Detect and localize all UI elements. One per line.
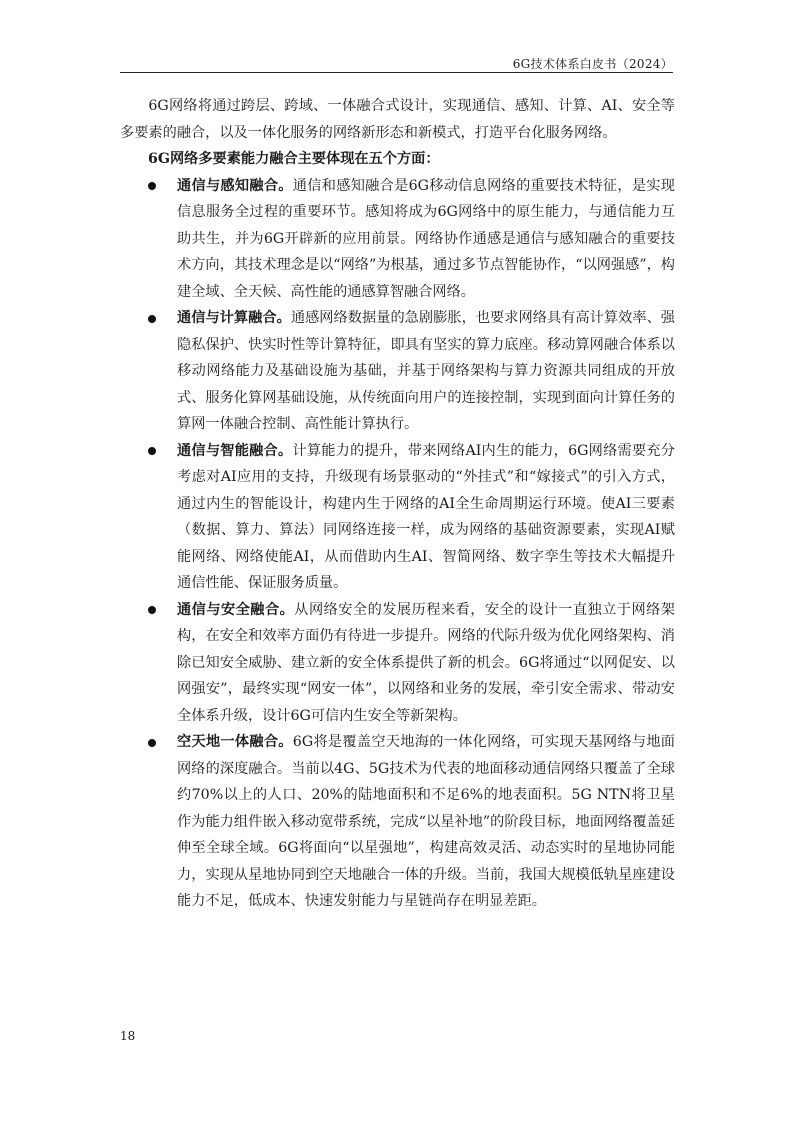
bullet-icon <box>148 447 156 455</box>
point-title: 通信与安全融合。 <box>177 601 295 618</box>
lead-heading: 6G网络多要素能力融合主要体现在五个方面： <box>148 151 440 167</box>
intro-paragraph: 6G网络将通过跨层、跨域、一体融合式设计，实现通信、感知、计算、AI、安全等多要素的融合，以及一体化服务的网络新形态和新模式，打造平台化服务网络。 <box>120 98 675 141</box>
page-header <box>120 52 673 73</box>
page-number: 18 <box>120 1029 136 1043</box>
point-text: 通感网络数据量的急剧膨胀，也要求网络具有高计算效率、强隐私保护、快实时性等计算特征，即具有坚实的算力底座。移动算网融合体系以移动网络能力及基础设施为基础，并基于网络架构与算力资源共同组成的开放式、服务化算网基础设施，从传统面向用户的连接控制，实现到面向计算任务的算网一体融合控制、高性能计算执行。 <box>177 310 675 432</box>
point-text: 通信和感知融合是6G移动信息网络的重要技术特征，是实现信息服务全过程的重要环节。感知将成为6G网络中的原生能力，与通信能力互助共生，并为6G开辟新的应用前景。网络协作通感是通信与感知融合的重要技术方向，其技术理念是以“网络”为根基，通过多节点智能协作，“以网强感”，构建全域、全天候、高性能的通感算智融合网络。 <box>177 177 675 300</box>
point-title: 通信与计算融合。 <box>177 310 291 326</box>
bullet-icon <box>148 606 156 614</box>
point-title: 通信与感知融合。 <box>177 177 293 194</box>
point-title: 通信与智能融合。 <box>177 442 293 459</box>
point-title: 空天地一体融合。 <box>177 734 293 750</box>
fusion-points-list <box>120 173 675 915</box>
point-text: 6G将是覆盖空天地海的一体化网络，可实现天基网络与地面网络的深度融合。当前以4G、5G技术为代表的地面移动通信网络只覆盖了全球约70%以上的人口、20%的陆地面积和不足6%的地表面积。5G NTN将卫星作为能力组件嵌入移动宽带系统，完成“以星补地”的阶段目标，地面网络覆盖延伸至全球全域。6G将面向“以星强地”，构建高效灵活、动态实时的星地协同能力，实现从星地协同到空天地融合一体的升级。当前，我国大规模低轨星座建设能力不足，低成本、快速发射能力与星链尚存在明显差距。 <box>177 734 675 909</box>
bullet-icon <box>148 182 156 190</box>
page-body <box>120 93 675 915</box>
list-item <box>120 729 675 915</box>
bullet-icon <box>148 315 156 323</box>
bullet-icon <box>148 739 156 747</box>
list-item <box>120 597 675 730</box>
header-title: 6G技术体系白皮书（2024） <box>512 57 673 71</box>
point-text: 从网络安全的发展历程来看，安全的设计一直独立于网络架构，在安全和效率方面仍有待进一步提升。网络的代际升级为优化网络架构、消除已知安全威胁、建立新的安全体系提供了新的机会。6G将通过“以网促安、以网强安”，最终实现“网安一体”，以网络和业务的发展，牵引安全需求、带动安全体系升级，设计6G可信内生安全等新架构。 <box>177 601 675 724</box>
list-item <box>120 305 675 438</box>
list-item <box>120 173 675 306</box>
list-item <box>120 438 675 597</box>
point-text: 计算能力的提升，带来网络AI内生的能力，6G网络需要充分考虑对AI应用的支持，升级现有场景驱动的“外挂式”和“嫁接式”的引入方式，通过内生的智能设计，构建内生于网络的AI全生命周期运行环境。使AI三要素（数据、算力、算法）同网络连接一样，成为网络的基础资源要素，实现AI赋能网络、网络使能AI，从而借助内生AI、智简网络、数字孪生等技术大幅提升通信性能、保证服务质量。 <box>177 442 675 591</box>
